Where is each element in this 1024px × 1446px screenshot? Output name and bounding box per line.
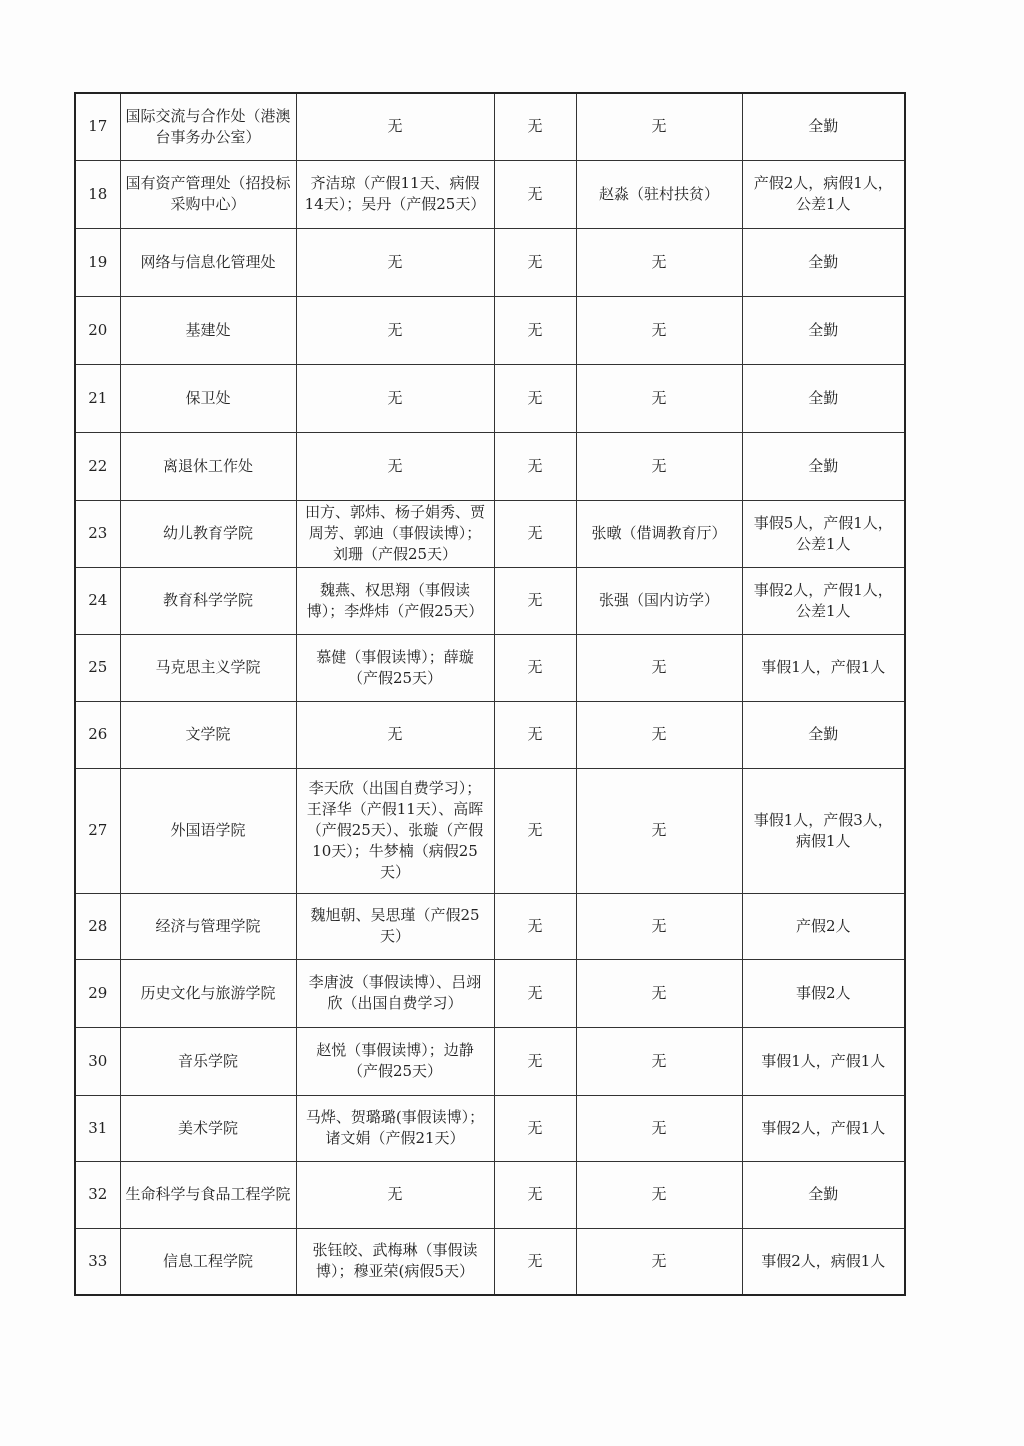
late-detail: 无 [494,634,576,701]
late-detail: 无 [494,296,576,364]
absence-detail: 马烨、贺璐璐(事假读博）；诸文娟（产假21天） [296,1095,494,1161]
late-detail: 无 [494,1027,576,1095]
out-detail: 无 [576,768,742,893]
table-row [75,634,905,701]
attendance-summary: 事假5人，产假1人，公差1人 [742,500,905,567]
table-row [75,500,905,567]
department-name: 信息工程学院 [120,1228,296,1295]
row-number: 32 [75,1161,120,1228]
attendance-summary: 全勤 [742,296,905,364]
absence-detail: 无 [296,1161,494,1228]
attendance-summary: 全勤 [742,93,905,160]
row-number: 22 [75,432,120,500]
table-row [75,93,905,160]
table-row [75,432,905,500]
absence-detail: 魏燕、权思翔（事假读博）；李烨炜（产假25天） [296,567,494,634]
out-detail: 无 [576,296,742,364]
attendance-summary: 事假2人，产假1人 [742,1095,905,1161]
department-name: 外国语学院 [120,768,296,893]
row-number: 24 [75,567,120,634]
row-number: 18 [75,160,120,228]
out-detail: 无 [576,1095,742,1161]
late-detail: 无 [494,93,576,160]
table-row [75,893,905,959]
out-detail: 无 [576,432,742,500]
department-name: 历史文化与旅游学院 [120,959,296,1027]
absence-detail: 张钰皎、武梅琳（事假读博）；穆亚荣(病假5天） [296,1228,494,1295]
table-row [75,160,905,228]
table-row [75,296,905,364]
table-row [75,701,905,768]
department-name: 国际交流与合作处（港澳台事务办公室） [120,93,296,160]
row-number: 19 [75,228,120,296]
late-detail: 无 [494,893,576,959]
row-number: 33 [75,1228,120,1295]
attendance-table [74,92,906,1296]
table-row [75,1095,905,1161]
attendance-summary: 全勤 [742,432,905,500]
department-name: 音乐学院 [120,1027,296,1095]
department-name: 网络与信息化管理处 [120,228,296,296]
attendance-summary: 产假2人，病假1人，公差1人 [742,160,905,228]
department-name: 文学院 [120,701,296,768]
attendance-summary: 事假2人，产假1人，公差1人 [742,567,905,634]
row-number: 27 [75,768,120,893]
absence-detail: 齐洁琼（产假11天、病假14天）；吴丹（产假25天） [296,160,494,228]
row-number: 28 [75,893,120,959]
out-detail: 无 [576,1228,742,1295]
out-detail: 无 [576,959,742,1027]
table-row [75,768,905,893]
row-number: 26 [75,701,120,768]
late-detail: 无 [494,160,576,228]
late-detail: 无 [494,768,576,893]
attendance-summary: 全勤 [742,701,905,768]
out-detail: 无 [576,1027,742,1095]
attendance-summary: 事假1人，产假3人，病假1人 [742,768,905,893]
row-number: 25 [75,634,120,701]
department-name: 幼儿教育学院 [120,500,296,567]
attendance-summary: 全勤 [742,228,905,296]
table-row [75,567,905,634]
absence-detail: 无 [296,228,494,296]
out-detail: 无 [576,1161,742,1228]
late-detail: 无 [494,1095,576,1161]
attendance-summary: 全勤 [742,1161,905,1228]
row-number: 29 [75,959,120,1027]
absence-detail: 慕健（事假读博）；薛璇（产假25天） [296,634,494,701]
department-name: 基建处 [120,296,296,364]
absence-detail: 无 [296,93,494,160]
late-detail: 无 [494,701,576,768]
absence-detail: 无 [296,701,494,768]
late-detail: 无 [494,567,576,634]
attendance-summary: 事假2人，病假1人 [742,1228,905,1295]
late-detail: 无 [494,959,576,1027]
attendance-summary: 事假2人 [742,959,905,1027]
department-name: 马克思主义学院 [120,634,296,701]
absence-detail: 魏旭朝、吴思瑾（产假25天） [296,893,494,959]
attendance-summary: 事假1人，产假1人 [742,634,905,701]
absence-detail: 无 [296,296,494,364]
department-name: 离退休工作处 [120,432,296,500]
department-name: 教育科学学院 [120,567,296,634]
table-row [75,1161,905,1228]
late-detail: 无 [494,432,576,500]
out-detail: 无 [576,228,742,296]
table-row [75,1228,905,1295]
table-row [75,228,905,296]
department-name: 保卫处 [120,364,296,432]
attendance-summary: 全勤 [742,364,905,432]
out-detail: 无 [576,634,742,701]
absence-detail: 无 [296,432,494,500]
row-number: 23 [75,500,120,567]
attendance-summary: 产假2人 [742,893,905,959]
out-detail: 张强（国内访学） [576,567,742,634]
late-detail: 无 [494,1228,576,1295]
out-detail: 无 [576,893,742,959]
table-row [75,959,905,1027]
out-detail: 无 [576,701,742,768]
row-number: 31 [75,1095,120,1161]
row-number: 20 [75,296,120,364]
table-row [75,1027,905,1095]
absence-detail: 田方、郭炜、杨子娟秀、贾周芳、郭迪（事假读博）；刘珊（产假25天） [296,500,494,567]
row-number: 21 [75,364,120,432]
attendance-summary: 事假1人，产假1人 [742,1027,905,1095]
late-detail: 无 [494,1161,576,1228]
table-row [75,364,905,432]
row-number: 17 [75,93,120,160]
out-detail: 无 [576,93,742,160]
row-number: 30 [75,1027,120,1095]
out-detail: 无 [576,364,742,432]
late-detail: 无 [494,364,576,432]
absence-detail: 李唐波（事假读博）、吕翊欣（出国自费学习） [296,959,494,1027]
out-detail: 赵淼（驻村扶贫） [576,160,742,228]
absence-detail: 无 [296,364,494,432]
late-detail: 无 [494,228,576,296]
absence-detail: 李天欣（出国自费学习）；王泽华（产假11天）、高晖（产假25天）、张璇（产假10天）；牛梦楠（病假25天） [296,768,494,893]
department-name: 国有资产管理处（招投标采购中心） [120,160,296,228]
late-detail: 无 [494,500,576,567]
absence-detail: 赵悦（事假读博）；边静（产假25天） [296,1027,494,1095]
out-detail: 张暾（借调教育厅） [576,500,742,567]
department-name: 美术学院 [120,1095,296,1161]
department-name: 经济与管理学院 [120,893,296,959]
department-name: 生命科学与食品工程学院 [120,1161,296,1228]
